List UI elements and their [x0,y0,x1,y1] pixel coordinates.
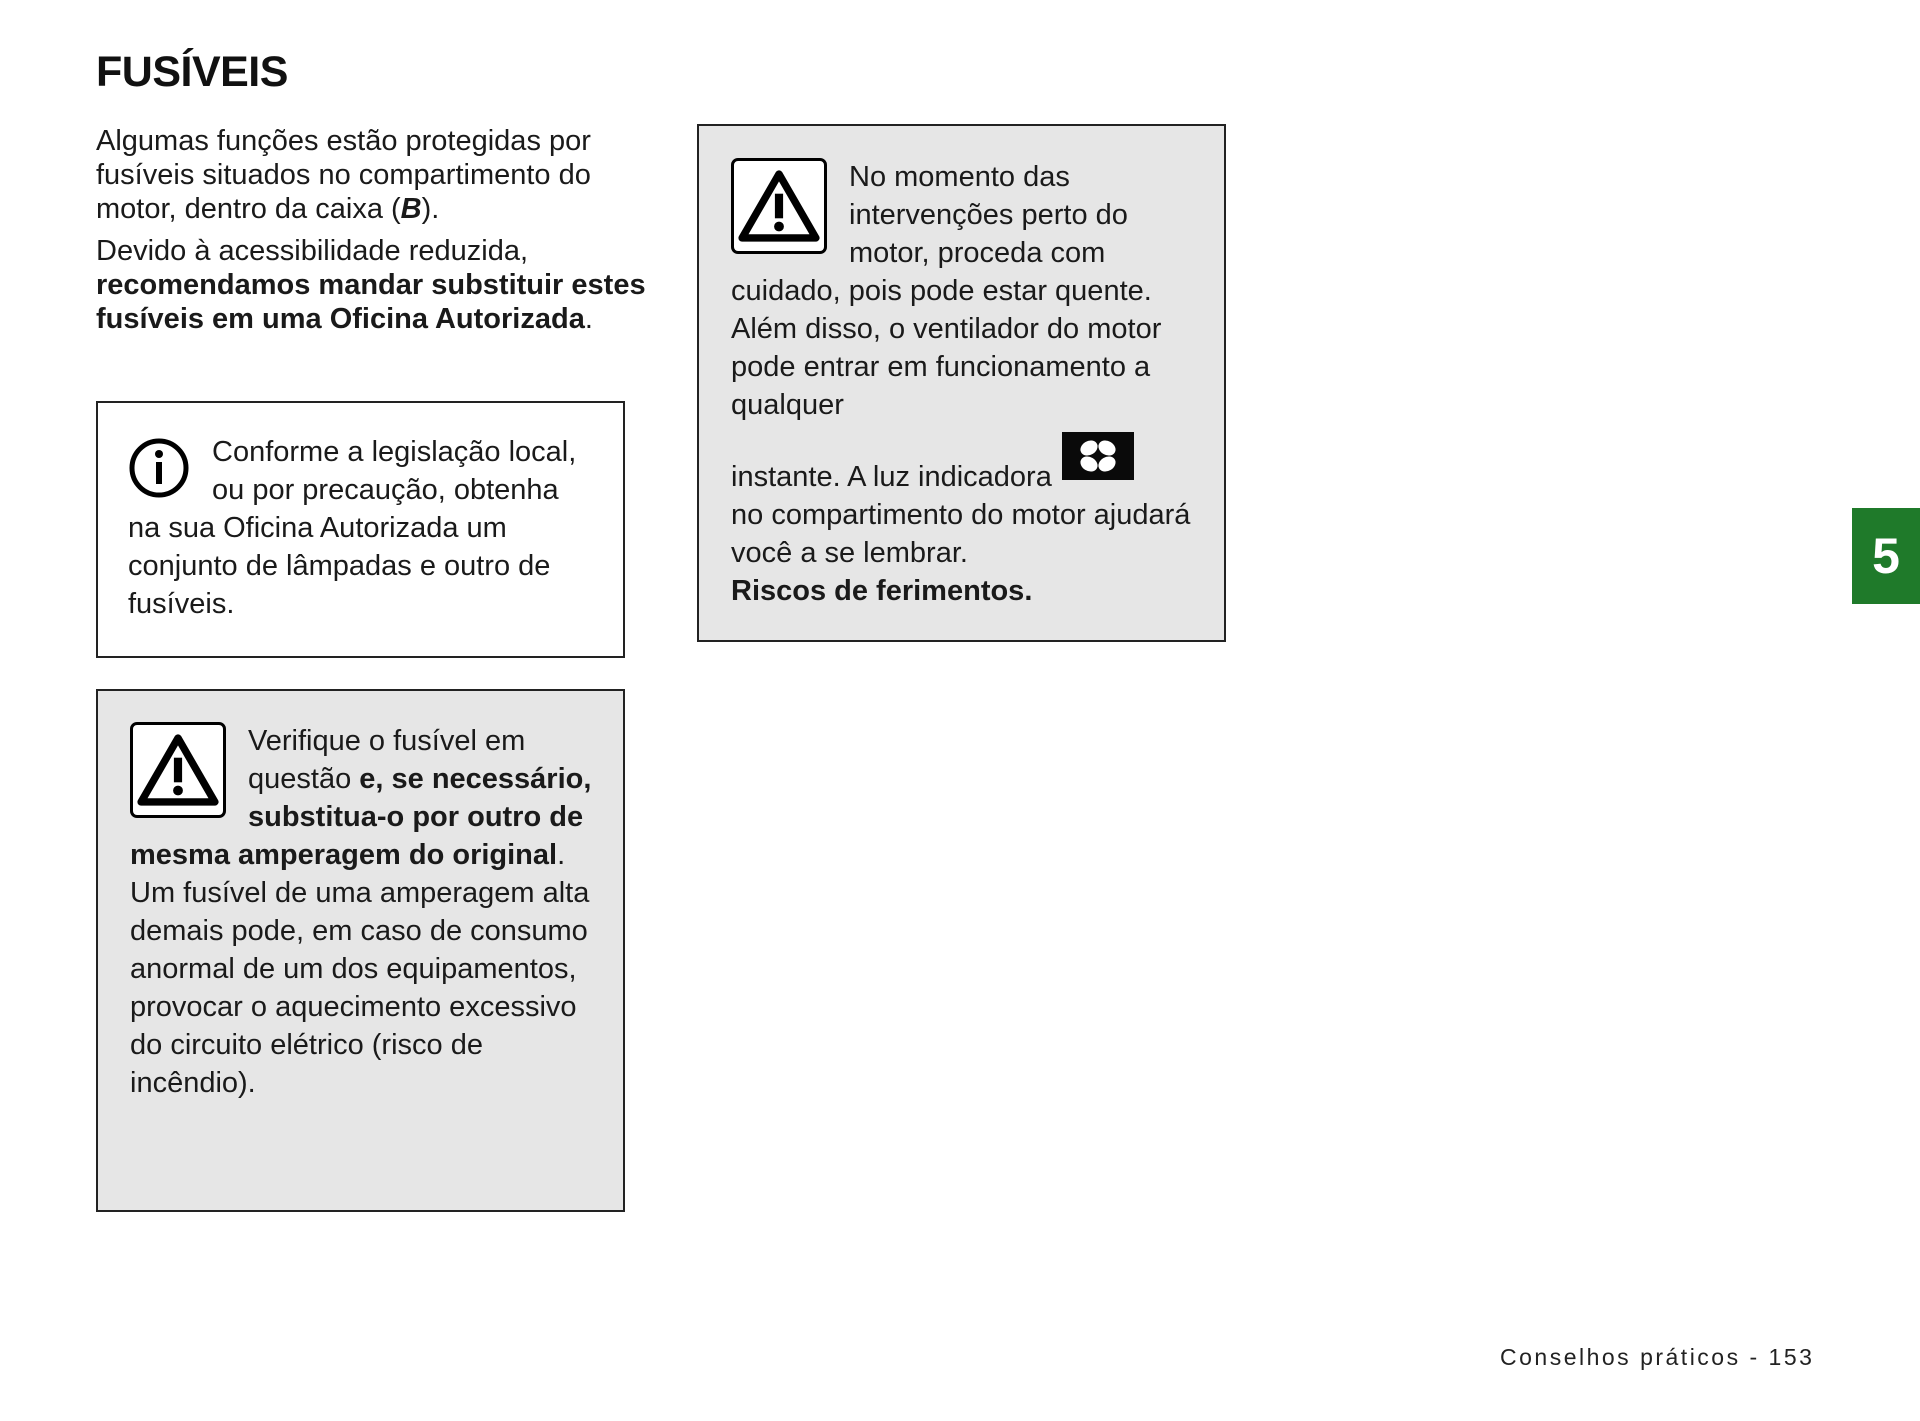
intro-p1-end: ). [421,193,440,225]
info-box [96,401,625,658]
warning-fuse-text-end: . [557,839,566,871]
intro-p2-text: Devido à acessibilidade reduzida, [96,235,529,267]
page-footer: Conselhos práticos - 153 [1500,1344,1815,1370]
fan-icon [1062,432,1134,480]
warning-fuse-text-bold: e, se necessário, substitua-o por outro de mesma amperagem do original [130,763,592,871]
section-tab: 5 [1852,508,1920,604]
warning-box-engine [697,124,1226,642]
box-reference: B [400,193,422,225]
intro-p1-text: Algumas funções estão protegidas por fusíveis situados no compartimento do motor, dentro da caixa ( [96,125,591,225]
intro-text [96,124,656,344]
intro-paragraph-2 [96,234,656,336]
info-text: Conforme a legislação local, ou por precaução, obtenha na sua Oficina Autorizada um conjunto de lâmpadas e outro de fusíveis. [128,436,577,620]
intro-paragraph-1 [96,124,656,226]
warning-fuse-text-2: Um fusível de uma amperagem alta demais pode, em caso de consumo anormal de um dos equipamentos, provocar o aquecimento excessivo do circuito elétrico (risco de incêndio). [130,877,590,1099]
intro-p2-bold: recomendamos mandar substituir estes fusíveis em uma Oficina Autorizada [96,269,646,335]
injury-risk-label: Riscos de ferimentos. [731,575,1033,607]
warning-engine-text-2: instante. A luz indicadora [731,461,1052,493]
info-icon [128,437,190,499]
warning-fuse-text-start: Verifique o fusível em questão [248,725,526,795]
warning-box-fuse [96,689,625,1212]
warning-engine-text-2-line [731,442,1194,496]
page-title: FUSÍVEIS [96,48,288,96]
warning-engine-text-3: no compartimento do motor ajudará você a se lembrar. [731,499,1191,569]
warning-triangle-icon [731,158,827,254]
warning-engine-text-bold [731,572,1194,610]
warning-engine-text-1: No momento das intervenções perto do motor, proceda com cuidado, pois pode estar quente. Além disso, o ventilador do motor pode entrar em funcionamento a qualquer [731,161,1162,421]
intro-p2-end: . [584,303,593,335]
warning-triangle-icon [130,722,226,818]
